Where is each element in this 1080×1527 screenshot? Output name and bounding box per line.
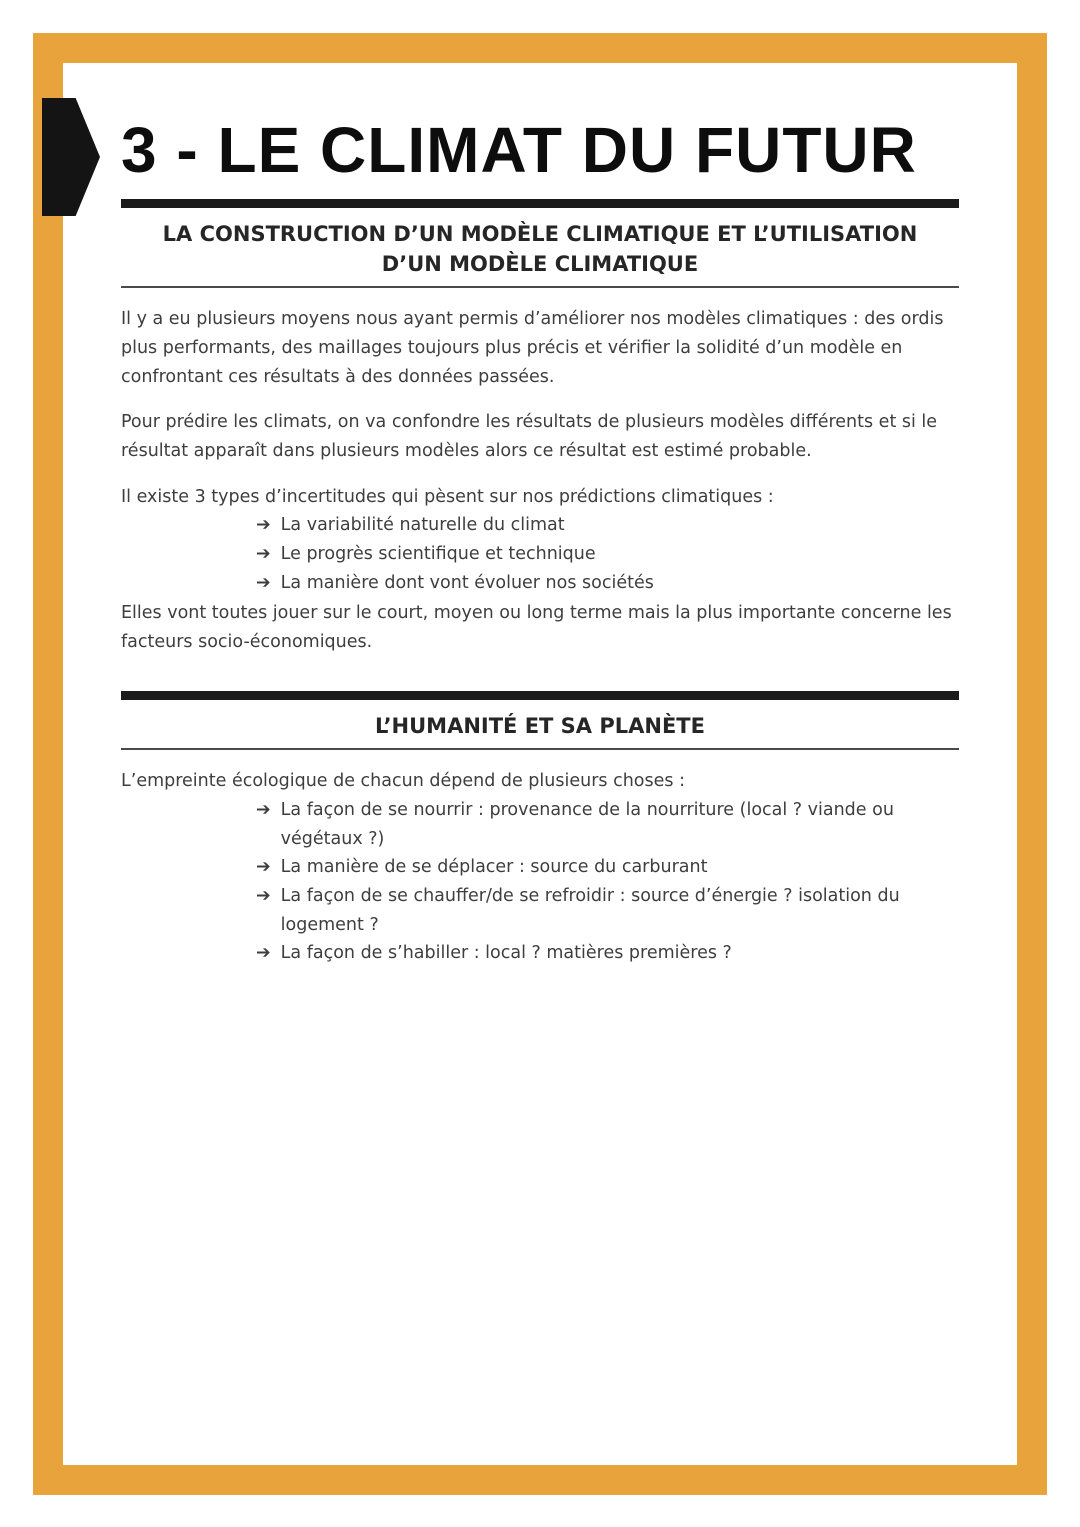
paragraph: Elles vont toutes jouer sur le court, moyen ou long terme mais la plus importante concerne les facteurs socio-économiques. [121, 603, 952, 653]
list-item [121, 540, 959, 569]
divider-thick [121, 199, 959, 208]
arrow-icon: ➔ [256, 515, 271, 536]
list-item-text: La manière de se déplacer : source du carburant [280, 857, 708, 878]
paragraph: L’empreinte écologique de chacun dépend de plusieurs choses : [121, 771, 685, 792]
divider-thin [121, 748, 959, 750]
list-item-text: Le progrès scientifique et technique [280, 543, 596, 564]
paragraph: Pour prédire les climats, on va confondre les résultats de plusieurs modèles différents et si le résultat apparaît dans plusieurs modèles alors ce résultat est estimé probable. [121, 412, 938, 461]
arrow-icon: ➔ [256, 857, 271, 878]
paragraph: Il existe 3 types d’incertitudes qui pèsent sur nos prédictions climatiques : [121, 486, 774, 507]
arrow-icon: ➔ [256, 885, 271, 906]
divider-thick [121, 691, 959, 700]
arrow-icon: ➔ [256, 799, 271, 820]
arrow-icon: ➔ [256, 543, 271, 564]
section1-heading: LA CONSTRUCTION D’UN MODÈLE CLIMATIQUE ET L’UTILISATION D’UN MODÈLE CLIMATIQUE [162, 222, 918, 276]
paragraph: Il y a eu plusieurs moyens nous ayant permis d’améliorer nos modèles climatiques : des ordis plus performants, des maillages toujours plus précis et vérifier la solidité d’un modèle en confrontant ces résultats à des données passées. [121, 309, 944, 387]
list-item-text: La variabilité naturelle du climat [280, 515, 565, 536]
list-item [121, 853, 959, 882]
list-item-text: La façon de s’habiller : local ? matières premières ? [280, 943, 732, 964]
arrow-icon: ➔ [256, 572, 271, 593]
section2-heading: L’HUMANITÉ ET SA PLANÈTE [375, 713, 705, 738]
list-item-text: La manière dont vont évoluer nos sociétés [280, 572, 654, 593]
list-item-text: La façon de se nourrir : provenance de la nourriture (local ? viande ou végétaux ?) [280, 799, 894, 849]
divider-thin [121, 286, 959, 288]
list-item [121, 939, 959, 968]
list-item [121, 882, 959, 939]
list-item [121, 511, 959, 540]
paper-sheet [33, 33, 1047, 1495]
list-item [121, 569, 959, 598]
list-item [121, 796, 959, 853]
arrow-icon: ➔ [256, 943, 271, 964]
page-title: 3 - LE CLIMAT DU FUTUR [121, 114, 917, 186]
list-item-text: La façon de se chauffer/de se refroidir : source d’énergie ? isolation du logement ? [280, 885, 900, 935]
page-content [63, 63, 1017, 968]
